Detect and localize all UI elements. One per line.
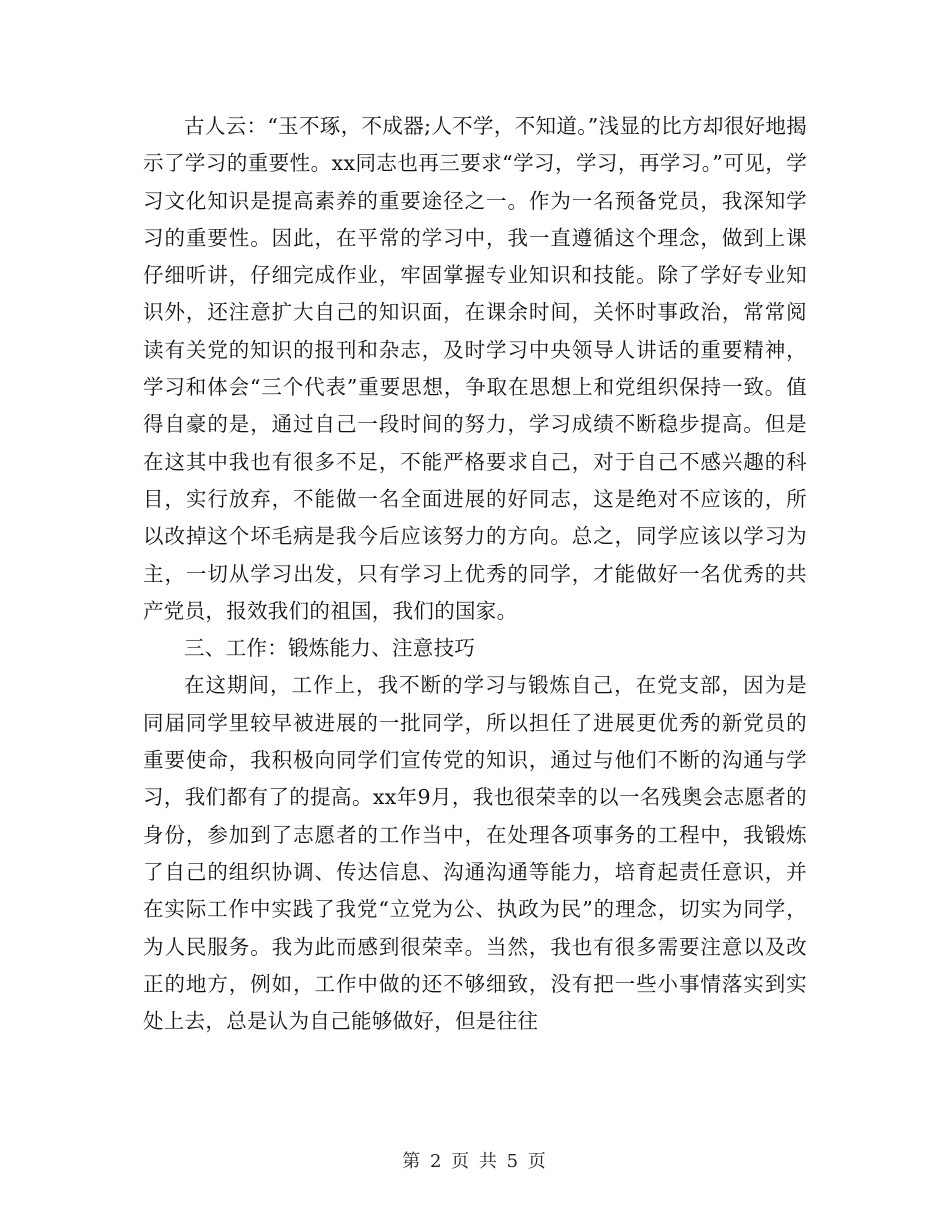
document-body — [143, 108, 807, 1040]
paragraph-study: 古人云：“玉不琢，不成器;人不学，不知道。”浅显的比方却很好地揭示了学习的重要性。xx同志也再三要求“学习，学习，再学习。”可见，学习文化知识是提高素养的重要途径之一。作为一名预备党员，我深知学习的重要性。因此，在平常的学习中，我一直遵循这个理念，做到上课仔细听讲，仔细完成作业，牢固掌握专业知识和技能。除了学好专业知识外，还注意扩大自己的知识面，在课余时间，关怀时事政治，常常阅读有关党的知识的报刊和杂志，及时学习中央领导人讲话的重要精神，学习和体会“三个代表”重要思想，争取在思想上和党组织保持一致。值得自豪的是，通过自己一段时间的努力，学习成绩不断稳步提高。但是在这其中我也有很多不足，不能严格要求自己，对于自己不感兴趣的科目，实行放弃，不能做一名全面进展的好同志，这是绝对不应该的，所以改掉这个坏毛病是我今后应该努力的方向。总之，同学应该以学习为主，一切从学习出发，只有学习上优秀的同学，才能做好一名优秀的共产党员，报效我们的祖国，我们的国家。 — [143, 114, 807, 623]
section-heading-work: 三、工作：锻炼能力、注意技巧 — [184, 636, 476, 661]
paragraph-work: 在这期间，工作上，我不断的学习与锻炼自己，在党支部，因为是同届同学里较早被进展的一批同学，所以担任了进展更优秀的新党员的重要使命，我积极向同学们宣传党的知识，通过与他们不断的沟通与学习，我们都有了的提高。xx年9月，我也很荣幸的以一名残奥会志愿者的身份，参加到了志愿者的工作当中，在处理各项事务的工程中，我锻炼了自己的组织协调、传达信息、沟通沟通等能力，培育起责任意识，并在实际工作中实践了我党“立党为公、执政为民”的理念，切实为同学，为人民服务。我为此而感到很荣幸。当然，我也有很多需要注意以及改正的地方，例如，工作中做的还不够细致，没有把一些小事情落实到实处上去，总是认为自己能够做好，但是往往 — [143, 673, 807, 1034]
page-number-footer: 第 2 页 共 5 页 — [402, 1151, 548, 1172]
